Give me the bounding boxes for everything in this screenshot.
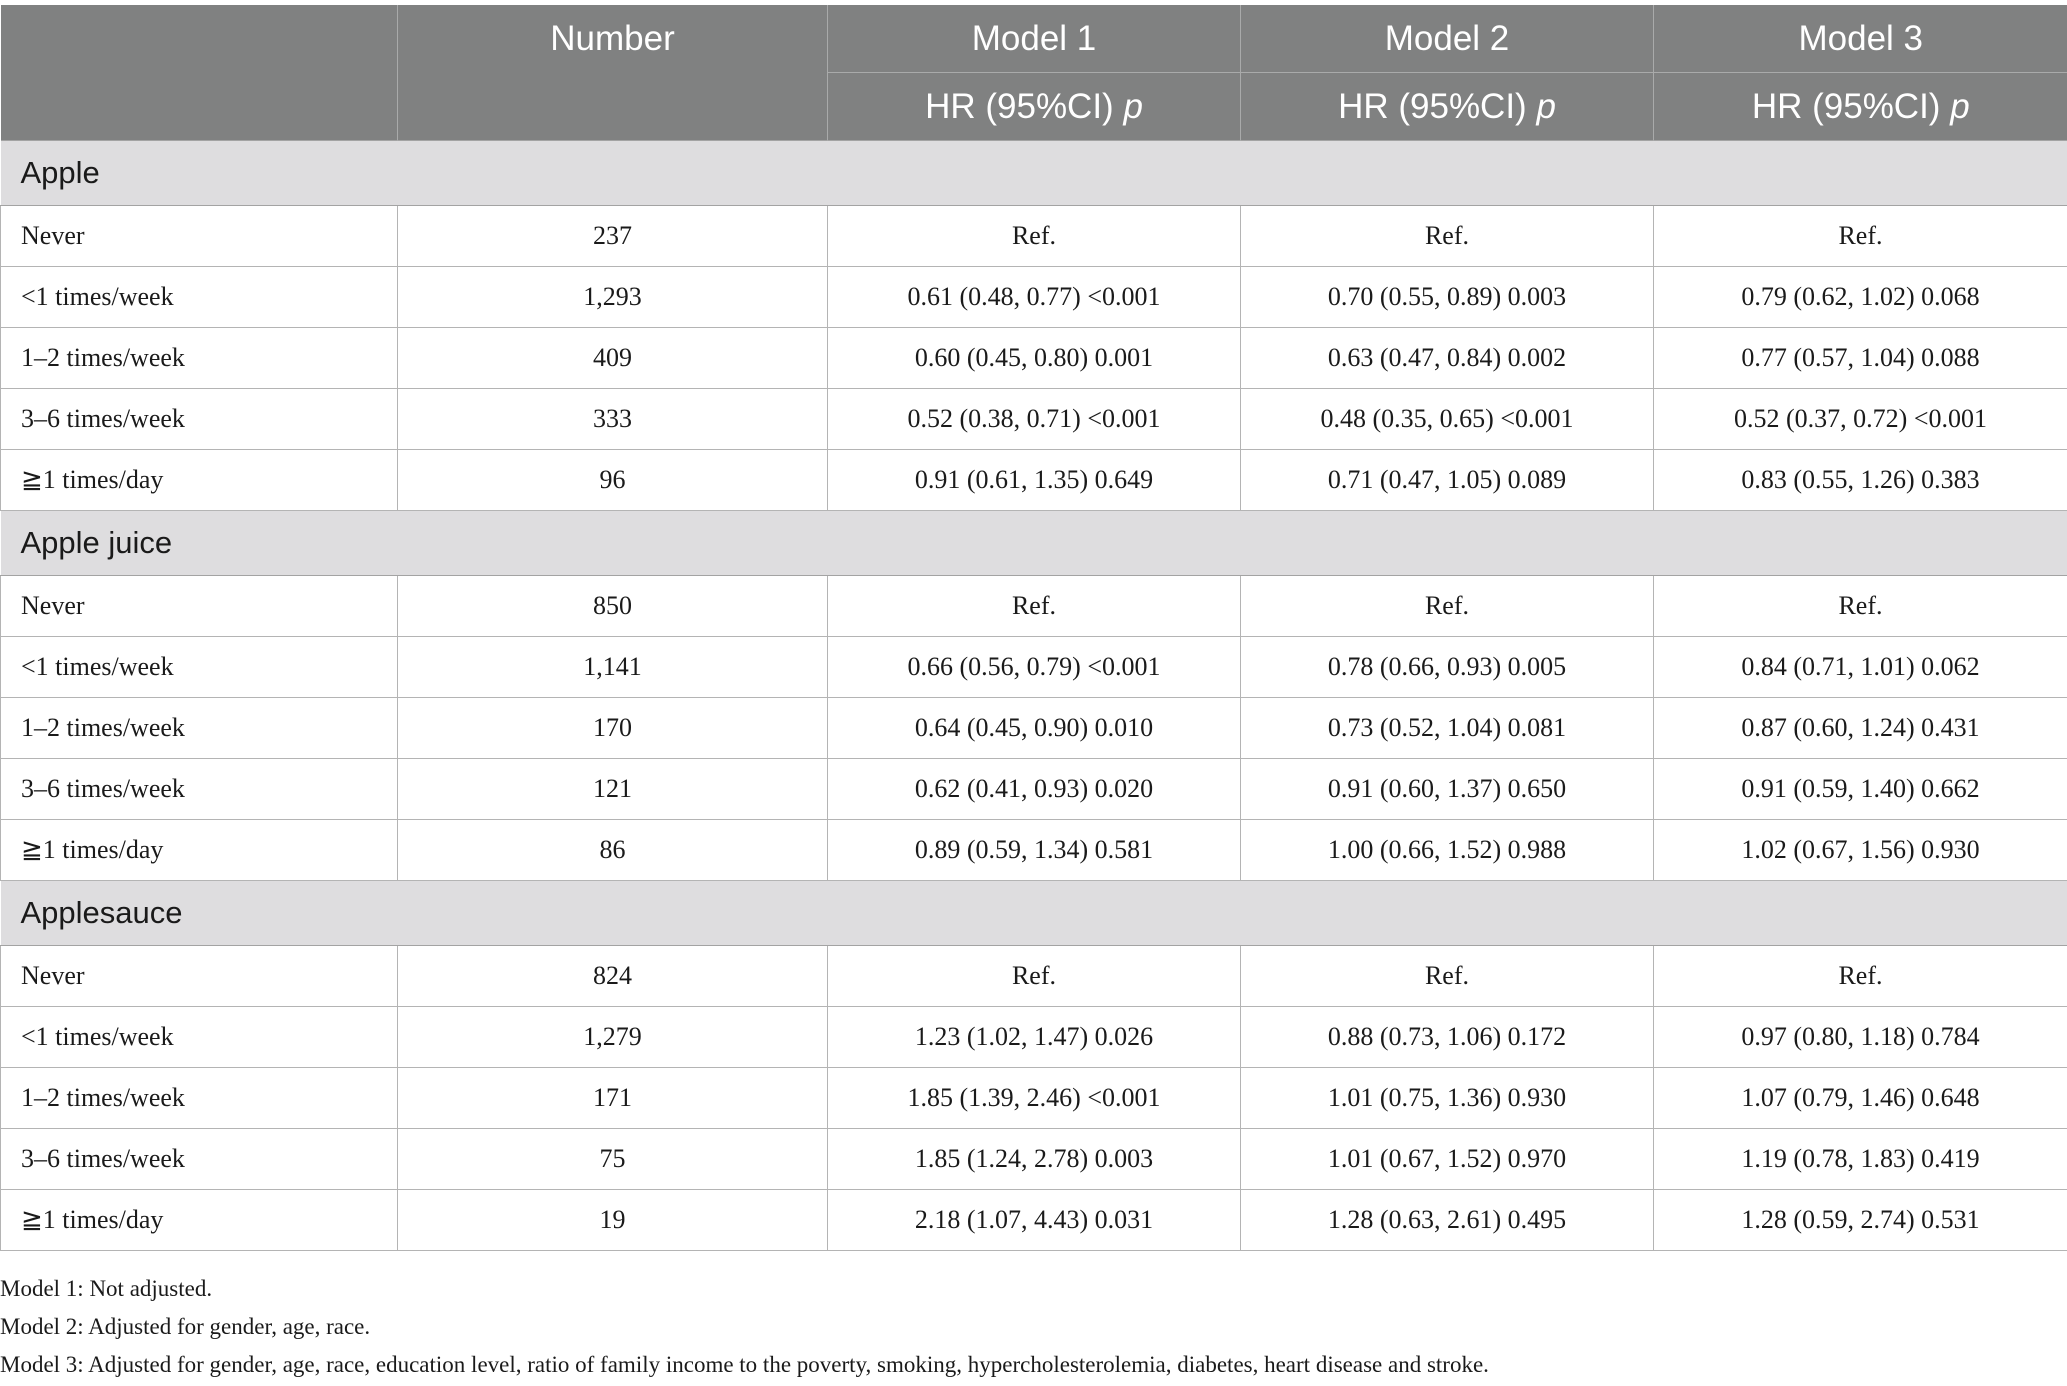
number-cell: 171: [398, 1068, 828, 1129]
frequency-cell: 1–2 times/week: [1, 698, 398, 759]
model-1-cell: Ref.: [828, 576, 1241, 637]
model-2-cell: 0.88 (0.73, 1.06) 0.172: [1241, 1007, 1654, 1068]
table-row: [1, 267, 2067, 328]
model-3-cell: 1.28 (0.59, 2.74) 0.531: [1654, 1190, 2067, 1251]
frequency-cell: 1–2 times/week: [1, 328, 398, 389]
number-cell: 850: [398, 576, 828, 637]
header-model-1: Model 1: [828, 5, 1241, 73]
table-row: [1, 328, 2067, 389]
model-2-cell: Ref.: [1241, 946, 1654, 1007]
number-cell: 121: [398, 759, 828, 820]
model-1-cell: 1.23 (1.02, 1.47) 0.026: [828, 1007, 1241, 1068]
frequency-cell: ≧1 times/day: [1, 820, 398, 881]
model-1-cell: 1.85 (1.24, 2.78) 0.003: [828, 1129, 1241, 1190]
hr-ci-label: HR (95%CI): [1338, 86, 1527, 126]
table-row: [1, 1068, 2067, 1129]
model-2-cell: Ref.: [1241, 576, 1654, 637]
table-row: [1, 1190, 2067, 1251]
frequency-cell: 3–6 times/week: [1, 1129, 398, 1190]
table-row: [1, 698, 2067, 759]
model-1-cell: 1.85 (1.39, 2.46) <0.001: [828, 1068, 1241, 1129]
model-2-cell: 0.73 (0.52, 1.04) 0.081: [1241, 698, 1654, 759]
frequency-cell: Never: [1, 576, 398, 637]
table-row: [1, 450, 2067, 511]
model-2-cell: 0.48 (0.35, 0.65) <0.001: [1241, 389, 1654, 450]
model-3-cell: 0.83 (0.55, 1.26) 0.383: [1654, 450, 2067, 511]
number-cell: 96: [398, 450, 828, 511]
model-1-cell: Ref.: [828, 206, 1241, 267]
number-cell: 824: [398, 946, 828, 1007]
table-row: [1, 389, 2067, 450]
model-2-cell: 1.01 (0.67, 1.52) 0.970: [1241, 1129, 1654, 1190]
section-row: [1, 511, 2067, 576]
model-2-cell: 1.28 (0.63, 2.61) 0.495: [1241, 1190, 1654, 1251]
number-cell: 409: [398, 328, 828, 389]
section-row: [1, 881, 2067, 946]
model-2-cell: Ref.: [1241, 206, 1654, 267]
hr-ci-label: HR (95%CI): [925, 86, 1114, 126]
number-cell: 1,293: [398, 267, 828, 328]
model-2-cell: 1.00 (0.66, 1.52) 0.988: [1241, 820, 1654, 881]
model-3-cell: 1.19 (0.78, 1.83) 0.419: [1654, 1129, 2067, 1190]
table-header: [1, 5, 2067, 141]
p-label: p: [1123, 86, 1143, 126]
model-3-cell: 1.07 (0.79, 1.46) 0.648: [1654, 1068, 2067, 1129]
number-cell: 170: [398, 698, 828, 759]
header-model-3: Model 3: [1654, 5, 2067, 73]
model-3-cell: Ref.: [1654, 576, 2067, 637]
model-1-cell: 0.52 (0.38, 0.71) <0.001: [828, 389, 1241, 450]
model-1-cell: 0.60 (0.45, 0.80) 0.001: [828, 328, 1241, 389]
frequency-cell: <1 times/week: [1, 267, 398, 328]
header-number: Number: [398, 5, 828, 73]
model-1-cell: 0.91 (0.61, 1.35) 0.649: [828, 450, 1241, 511]
table-footnotes: [0, 1270, 1489, 1384]
frequency-cell: 3–6 times/week: [1, 759, 398, 820]
header-model-2: Model 2: [1241, 5, 1654, 73]
model-3-cell: 0.77 (0.57, 1.04) 0.088: [1654, 328, 2067, 389]
model-3-cell: 1.02 (0.67, 1.56) 0.930: [1654, 820, 2067, 881]
frequency-cell: 3–6 times/week: [1, 389, 398, 450]
table-row: [1, 759, 2067, 820]
table-row: [1, 1129, 2067, 1190]
table-row: [1, 206, 2067, 267]
header-hr-model-3: [1654, 73, 2067, 141]
section-title: Apple juice: [1, 511, 2067, 576]
number-cell: 1,141: [398, 637, 828, 698]
model-3-cell: Ref.: [1654, 206, 2067, 267]
model-3-cell: 0.84 (0.71, 1.01) 0.062: [1654, 637, 2067, 698]
model-3-cell: 0.52 (0.37, 0.72) <0.001: [1654, 389, 2067, 450]
hr-ci-label: HR (95%CI): [1751, 86, 1941, 126]
number-cell: 75: [398, 1129, 828, 1190]
table-row: [1, 820, 2067, 881]
number-cell: 86: [398, 820, 828, 881]
frequency-cell: ≧1 times/day: [1, 450, 398, 511]
table-row: [1, 637, 2067, 698]
model-1-cell: 0.64 (0.45, 0.90) 0.010: [828, 698, 1241, 759]
header-blank-cell: [1, 5, 398, 141]
model-2-cell: 0.71 (0.47, 1.05) 0.089: [1241, 450, 1654, 511]
frequency-cell: Never: [1, 946, 398, 1007]
model-1-cell: Ref.: [828, 946, 1241, 1007]
frequency-cell: ≧1 times/day: [1, 1190, 398, 1251]
model-2-cell: 0.70 (0.55, 0.89) 0.003: [1241, 267, 1654, 328]
model-2-cell: 0.91 (0.60, 1.37) 0.650: [1241, 759, 1654, 820]
model-3-cell: 0.79 (0.62, 1.02) 0.068: [1654, 267, 2067, 328]
section-title: Apple: [1, 141, 2067, 206]
footnote-model-3: Model 3: Adjusted for gender, age, race, education level, ratio of family income to the poverty, smoking, hypercholesterolemia, diabetes, heart disease and stroke.: [0, 1352, 1489, 1377]
header-hr-model-2: [1241, 73, 1654, 141]
model-3-cell: 0.97 (0.80, 1.18) 0.784: [1654, 1007, 2067, 1068]
p-label: p: [1536, 86, 1556, 126]
model-1-cell: 0.61 (0.48, 0.77) <0.001: [828, 267, 1241, 328]
header-number-sub: [398, 73, 828, 141]
number-cell: 333: [398, 389, 828, 450]
frequency-cell: <1 times/week: [1, 637, 398, 698]
table-body: [1, 141, 2067, 1251]
table-row: [1, 946, 2067, 1007]
model-2-cell: 1.01 (0.75, 1.36) 0.930: [1241, 1068, 1654, 1129]
section-row: [1, 141, 2067, 206]
frequency-cell: 1–2 times/week: [1, 1068, 398, 1129]
model-3-cell: 0.87 (0.60, 1.24) 0.431: [1654, 698, 2067, 759]
model-1-cell: 2.18 (1.07, 4.43) 0.031: [828, 1190, 1241, 1251]
section-title: Applesauce: [1, 881, 2067, 946]
model-3-cell: 0.91 (0.59, 1.40) 0.662: [1654, 759, 2067, 820]
model-1-cell: 0.62 (0.41, 0.93) 0.020: [828, 759, 1241, 820]
header-hr-model-1: [828, 73, 1241, 141]
footnote-model-2: Model 2: Adjusted for gender, age, race.: [0, 1314, 371, 1339]
model-2-cell: 0.78 (0.66, 0.93) 0.005: [1241, 637, 1654, 698]
number-cell: 19: [398, 1190, 828, 1251]
frequency-cell: <1 times/week: [1, 1007, 398, 1068]
footnote-model-1: Model 1: Not adjusted.: [0, 1276, 213, 1301]
number-cell: 1,279: [398, 1007, 828, 1068]
number-cell: 237: [398, 206, 828, 267]
frequency-cell: Never: [1, 206, 398, 267]
model-1-cell: 0.89 (0.59, 1.34) 0.581: [828, 820, 1241, 881]
model-3-cell: Ref.: [1654, 946, 2067, 1007]
table-row: [1, 1007, 2067, 1068]
hazard-ratio-table: [0, 5, 2067, 1251]
model-1-cell: 0.66 (0.56, 0.79) <0.001: [828, 637, 1241, 698]
table-row: [1, 576, 2067, 637]
p-label: p: [1950, 86, 1970, 126]
model-2-cell: 0.63 (0.47, 0.84) 0.002: [1241, 328, 1654, 389]
